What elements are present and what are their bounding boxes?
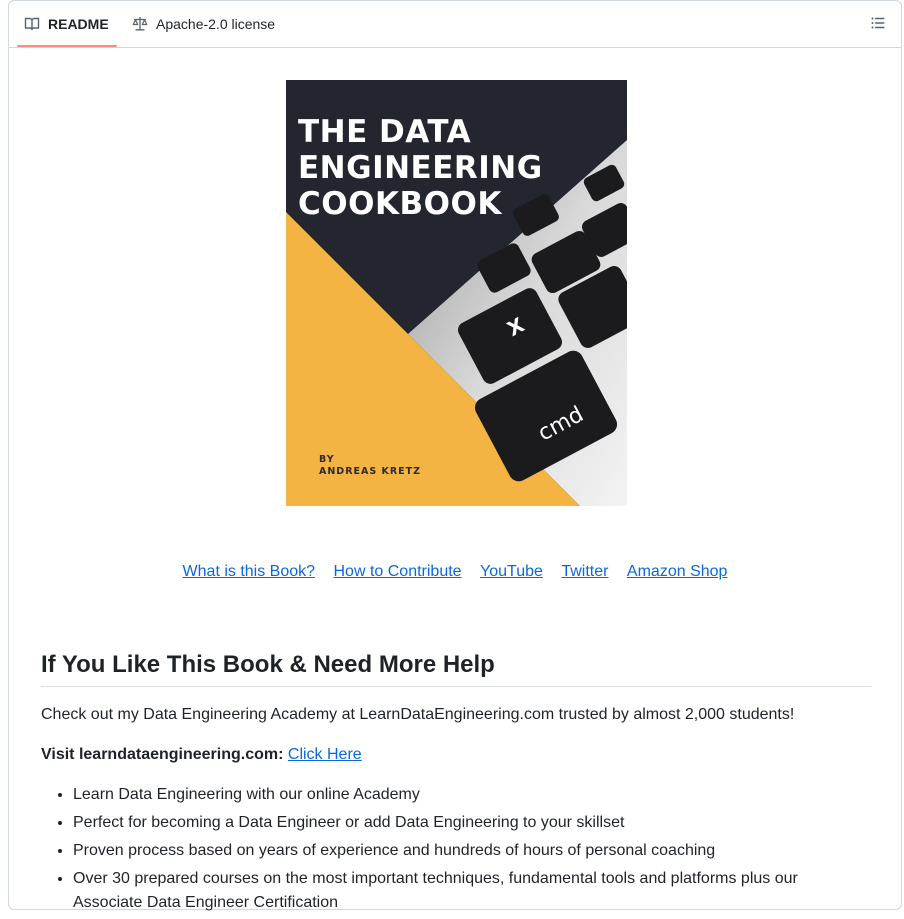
link-twitter[interactable]: Twitter xyxy=(561,563,609,580)
link-youtube[interactable]: YouTube xyxy=(480,563,543,580)
readme-tab-bar xyxy=(8,0,902,48)
cover-author xyxy=(319,454,421,478)
list-item: • Perfect for becoming a Data Engineer or add Data Engineering to your skillset xyxy=(73,811,853,835)
visit-paragraph xyxy=(41,743,362,767)
book-icon xyxy=(24,16,40,32)
list-unordered-icon xyxy=(870,18,886,35)
intro-paragraph: Check out my Data Engineering Academy at LearnDataEngineering.com trusted by almost 2,000 students! xyxy=(41,706,795,723)
table-of-contents-button[interactable] xyxy=(870,15,886,31)
cover-key-x: X xyxy=(503,312,529,342)
visit-link[interactable]: Click Here xyxy=(287,746,362,763)
section-heading: If You Like This Book & Need More Help xyxy=(41,650,872,687)
list-item: • Learn Data Engineering with our online Academy xyxy=(73,783,853,807)
link-how-to-contribute[interactable]: How to Contribute xyxy=(333,563,462,580)
nav-links xyxy=(8,563,902,581)
active-tab-indicator xyxy=(17,45,117,47)
tab-readme-label: README xyxy=(48,15,109,32)
cover-author-name: ANDREAS KRETZ xyxy=(319,466,422,477)
tab-license[interactable] xyxy=(132,0,275,47)
cover-title: THE DATA ENGINEERING COOKBOOK xyxy=(298,114,543,222)
tab-readme[interactable] xyxy=(24,0,109,47)
feature-list xyxy=(41,783,853,919)
cover-key-cmd: cmd xyxy=(534,402,588,447)
link-what-is-this-book[interactable]: What is this Book? xyxy=(182,563,316,580)
visit-label: Visit learndataengineering.com: xyxy=(41,746,284,763)
book-cover-image[interactable] xyxy=(286,80,627,506)
link-amazon-shop[interactable]: Amazon Shop xyxy=(626,563,728,580)
list-item: • Proven process based on years of experience and hundreds of hours of personal coaching xyxy=(73,839,853,863)
list-item: • Over 30 prepared courses on the most important techniques, fundamental tools and platforms plus our Associate Data Engineer Certification xyxy=(73,867,853,915)
law-scale-icon xyxy=(132,16,148,32)
cover-by-line: BY xyxy=(319,454,335,465)
tab-license-label: Apache-2.0 license xyxy=(156,15,276,32)
